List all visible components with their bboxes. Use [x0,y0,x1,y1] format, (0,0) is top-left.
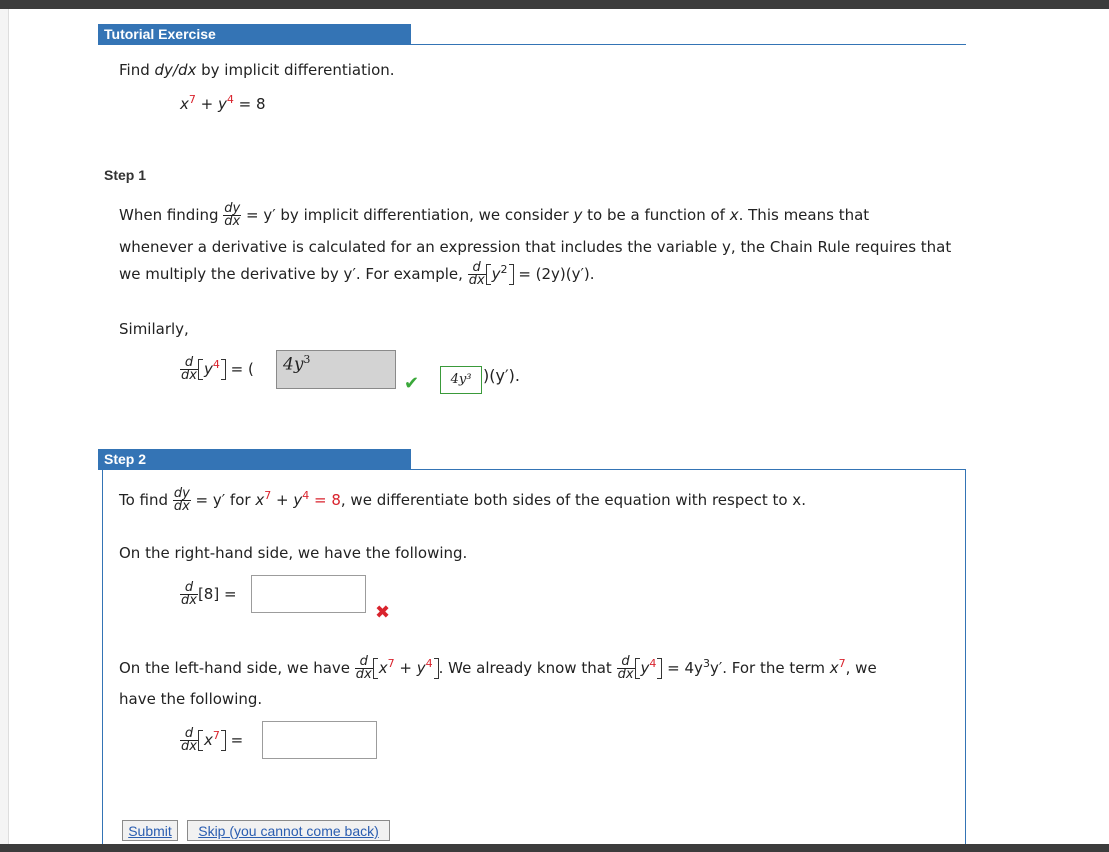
term-x: x [829,659,839,677]
sim-eq: = ( [225,360,254,378]
sim-tail: )(y′). [483,366,520,385]
tutorial-header [98,24,411,45]
d-den: dx [617,667,634,682]
tutorial-header-rule [411,44,966,45]
lhs-plus: + [394,659,417,677]
lhs-x: x [378,659,388,677]
eq-x: x [180,95,189,113]
rhs-intro: On the right-hand side, we have the following. [119,544,468,562]
frac-den: dx [224,214,241,229]
rhs-equals: = [219,585,237,603]
d-den: dx [181,593,197,608]
d-dx-fraction [180,582,198,607]
answer-preview-box [440,366,482,394]
step1-paragraph-line1 [119,203,869,228]
lhs-paragraph-line2: have the following. [119,690,263,708]
eq-rhs: = 8 [233,95,266,113]
window-bottom-bar [0,844,1109,852]
incorrect-x-icon: ✖ [375,602,391,623]
step2-p1-mid: = y′ for [190,491,256,509]
left-bracket [373,658,378,679]
d-den: dx [468,273,485,288]
eq-y: y [218,95,227,113]
step1-p3-post: = (2y)(y′). [513,265,595,283]
instruction-expr: dy/dx [154,61,197,79]
rhs-derivative [180,582,237,607]
known-y: y [640,659,650,677]
window-top-bar [0,0,1109,9]
d-dx-fraction [180,357,198,382]
step1-p1-y: y [573,206,583,224]
left-bracket [486,264,491,285]
x7-exp: 7 [212,729,220,742]
d-dx-fraction [180,728,198,753]
d-num: d [468,262,486,275]
term-x-exp: 7 [838,657,846,670]
d-num: d [617,656,635,669]
example-y-exp: 2 [500,263,508,276]
submit-button[interactable]: Submit [122,820,178,841]
step1-p1-mid: = y′ by implicit differentiation, we consider [241,206,574,224]
x7-x: x [203,731,213,749]
problem-equation [180,93,266,113]
left-bracket [198,359,203,380]
d-den: dx [181,739,197,754]
known-res: = 4y [662,659,703,677]
left-bracket [198,730,203,751]
eq-y-exp: 4 [226,93,234,106]
step1-answer-input[interactable] [276,350,396,389]
step1-paragraph-line3 [119,262,595,287]
rhs-answer-input[interactable] [251,575,366,613]
eq-plus: + [195,95,218,113]
lhs-y-exp: 4 [425,657,433,670]
step1-p3-pre: we multiply the derivative by y′. For example, [119,265,463,283]
step1-label: Step 1 [104,167,147,183]
sim-y-exp: 4 [212,358,220,371]
step2-p1-pre: To find [119,491,169,509]
known-res-exp: 3 [702,657,710,670]
step2-y-exp: 4 [302,489,310,502]
step2-intro [119,488,806,513]
lhs-paragraph-line1 [119,656,877,681]
d-den: dx [355,667,372,682]
frac-den: dx [173,499,190,514]
step1-p1-mid2: to be a function of [582,206,730,224]
tutorial-header-title: Tutorial Exercise [104,26,216,42]
known-y-exp: 4 [649,657,657,670]
step2-label: Step 2 [104,451,147,467]
preview-value: 4y³ [450,372,472,387]
frac-num: dy [224,201,241,216]
eq-x-exp: 7 [188,93,196,106]
step2-plus: + [271,491,294,509]
step1-p1-end: . This means that [738,206,870,224]
frac-num: dy [173,486,190,501]
d-den: dx [181,368,197,383]
known-res-tail: y′. For the term [709,659,830,677]
similarly-derivative [180,357,254,382]
x7-derivative [180,728,243,753]
problem-instruction [119,61,395,79]
step2-x: x [255,491,265,509]
x7-equals: = [225,731,244,749]
d-dx-fraction [468,262,486,287]
instruction-pre: Find [119,61,155,79]
lhs-y: y [416,659,426,677]
step1-paragraph-line2: whenever a derivative is calculated for an expression that includes the variable y, the Chain Rule requires that [119,238,952,256]
d-num: d [180,357,198,370]
left-edge [0,9,9,844]
sim-y: y [203,360,213,378]
rhs-expr: [8] [197,585,220,603]
left-bracket [635,658,640,679]
step2-y: y [293,491,303,509]
d-num: d [180,728,198,741]
correct-check-icon: ✔ [404,373,420,394]
dy-dx-fraction [173,488,191,513]
answer-exp: 3 [303,353,311,366]
d-dx-fraction [355,656,373,681]
lhs-pre: On the left-hand side, we have [119,659,351,677]
x7-answer-input[interactable] [262,721,377,759]
step1-p1-x: x [729,206,739,224]
answer-base: 4y [283,354,304,375]
lhs-x-exp: 7 [387,657,395,670]
dy-dx-fraction [223,203,241,228]
step1-p1-pre: When finding [119,206,219,224]
example-y: y [491,265,501,283]
d-num: d [355,656,373,669]
term-tail: , we [845,659,877,677]
similarly-tail [483,366,520,385]
skip-button[interactable]: Skip (you cannot come back) [187,820,390,841]
d-dx-fraction [617,656,635,681]
d-num: d [180,582,198,595]
similarly-text: Similarly, [119,320,189,338]
lhs-mid: . We already know that [438,659,612,677]
instruction-post: by implicit differentiation. [196,61,395,79]
step2-eq: = 8 [309,491,341,509]
step2-x-exp: 7 [264,489,272,502]
step2-p1-post: , we differentiate both sides of the equation with respect to x. [340,491,806,509]
step2-header [98,449,411,470]
